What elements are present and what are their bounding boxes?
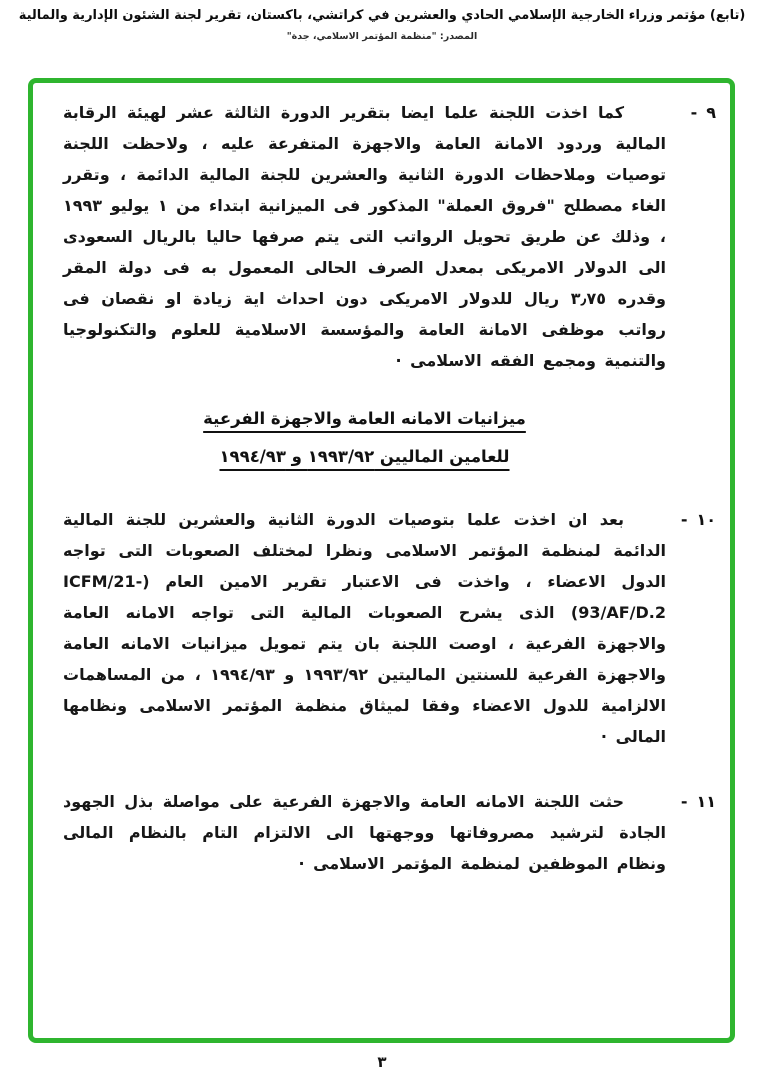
page-number: ٣	[377, 1053, 387, 1071]
paragraph-10	[63, 504, 718, 752]
paragraph-11-number: ١١	[696, 792, 716, 811]
header-source: المصدر: "منظمة المؤتمر الاسلامي، جدة"	[286, 31, 478, 42]
content-frame	[28, 78, 735, 1043]
paragraph-11-text: حثت اللجنة الامانه العامة والاجهزة الفرعية على مواصلة بذل الجهود الجادة لترشيد مصروفاتها ووجهتها الى الالتزام التام بالنظام المالى ونظام الموظفين لمنظمة المؤتمر الاسلامى ·	[63, 792, 666, 873]
section-heading	[63, 402, 666, 474]
paragraph-9	[63, 97, 718, 376]
paragraph-10-marker	[666, 504, 718, 752]
paragraph-9-dash: -	[690, 103, 698, 122]
paragraph-10-dash: -	[680, 510, 688, 529]
header-title: (تابع) مؤتمر وزراء الخارجية الإسلامي الحادي والعشرين في كراتشي، باكستان، تقرير لجنة الشئون الإدارية والمالية	[18, 8, 746, 23]
section-heading-line-1: ميزانيات الامانه العامة والاجهزة الفرعية	[203, 409, 526, 428]
paragraph-10-number: ١٠	[696, 510, 716, 529]
document-body	[63, 97, 718, 879]
paragraph-9-marker	[666, 97, 718, 376]
paragraph-9-text: كما اخذت اللجنة علما ايضا بتقرير الدورة الثالثة عشر لهيئة الرقابة المالية وردود الامانة العامة والاجهزة المتفرعة عليه ، ولاحظت اللجنة توصيات وملاحظات الدورة الثانية والعشرين للجنة المالية الدائمة ، وتقرر الغاء مصطلح "فروق العملة" المذكور فى الميزانية ابتداء من ١ يوليو ١٩٩٣ ، وذلك عن طريق تحويل الرواتب التى يتم صرفها حاليا بالريال السعودى الى الدولار الامريكى بمعدل الصرف الحالى المعمول به فى دولة المقر وقدره ٣٫٧٥ ريال للدولار الامريكى دون احداث اية زيادة او نقصان فى رواتب موظفى الامانة العامة والمؤسسة الاسلامية للعلوم والتكنولوجيا والتنمية ومجمع الفقه الاسلامى ·	[63, 103, 666, 370]
page-header	[0, 8, 764, 42]
paragraph-9-number: ٩	[706, 103, 716, 122]
paragraph-10-text: بعد ان اخذت علما بتوصيات الدورة الثانية والعشرين للجنة المالية الدائمة لمنظمة المؤتمر الاسلامى ونظرا لمختلف الصعوبات التى تواجه الدول الاعضاء ، واخذت فى الاعتبار تقرير الامين العام (ICFM/21-93/AF/D.2) الذى يشرح الصعوبات المالية التى تواجه الامانه العامة والاجهزة الفرعية ، اوصت اللجنة بان يتم تمويل ميزانيات الامانه العامة والاجهزة الفرعية للسنتين الماليتين ١٩٩٣/٩٢ و ١٩٩٤/٩٣ ، من المساهمات الالزامية للدول الاعضاء وفقا لميثاق منظمة المؤتمر الاسلامى ونظامها المالى ·	[63, 510, 667, 746]
paragraph-11-dash: -	[680, 792, 688, 811]
paragraph-11	[63, 786, 718, 879]
paragraph-11-marker	[666, 786, 718, 879]
section-heading-line-2: للعامين الماليين ١٩٩٣/٩٢ و ١٩٩٤/٩٣	[219, 447, 510, 466]
